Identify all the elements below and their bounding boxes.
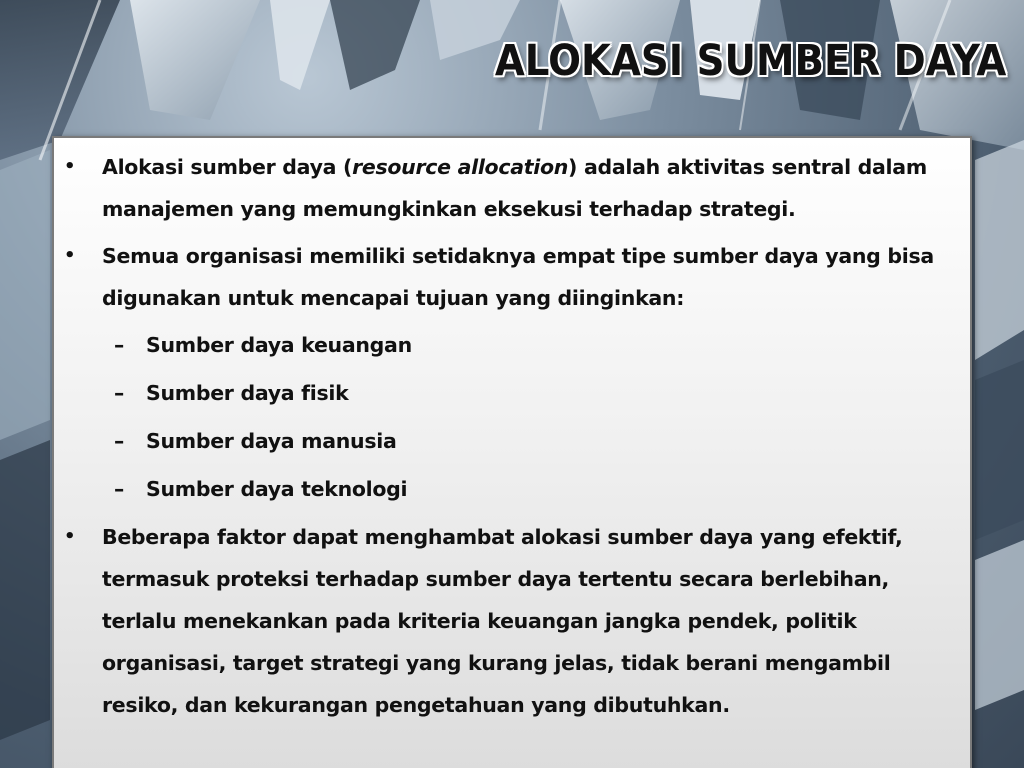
slide-title: ALOKASI SUMBER DAYA [494,36,1006,86]
bullet-item-1 [64,146,956,230]
sub-item-3 [64,420,956,462]
sub-item-1-text: Sumber daya keuangan [146,333,412,357]
bullet-2-text: Semua organisasi memiliki setidaknya empat tipe sumber daya yang bisa digunakan untuk mencapai tujuan yang diinginkan: [102,244,934,310]
bullet-icon: • [64,526,76,547]
dash-icon: – [114,333,124,357]
sub-item-4 [64,468,956,510]
sub-item-2-text: Sumber daya fisik [146,381,349,405]
bullet-3-text: Beberapa faktor dapat menghambat alokasi sumber daya yang efektif, termasuk proteksi terhadap sumber daya tertentu secara berlebihan, terlalu menekankan pada kriteria keuangan jangka pendek, politik organisasi, target strategi yang kurang jelas, tidak berani mengambil resiko, dan kekurangan pengetahuan yang dibutuhkan. [102,525,903,717]
dash-icon: – [114,381,124,405]
bullet-1-text-before: Alokasi sumber daya ( [102,155,353,179]
bullet-icon: • [64,156,76,177]
bullet-1-text-after: ) adalah aktivitas sentral dalam manajemen yang memungkinkan eksekusi terhadap strategi. [102,155,927,221]
sub-item-3-text: Sumber daya manusia [146,429,397,453]
bullet-icon: • [64,245,76,266]
dash-icon: – [114,477,124,501]
bullet-1-text-italic: resource allocation [352,155,569,179]
sub-item-2 [64,372,956,414]
dash-icon: – [114,429,124,453]
bullet-item-2 [64,235,956,319]
sub-item-4-text: Sumber daya teknologi [146,477,408,501]
sub-item-1 [64,324,956,366]
bullet-item-3 [64,516,956,726]
content-box [52,136,972,768]
